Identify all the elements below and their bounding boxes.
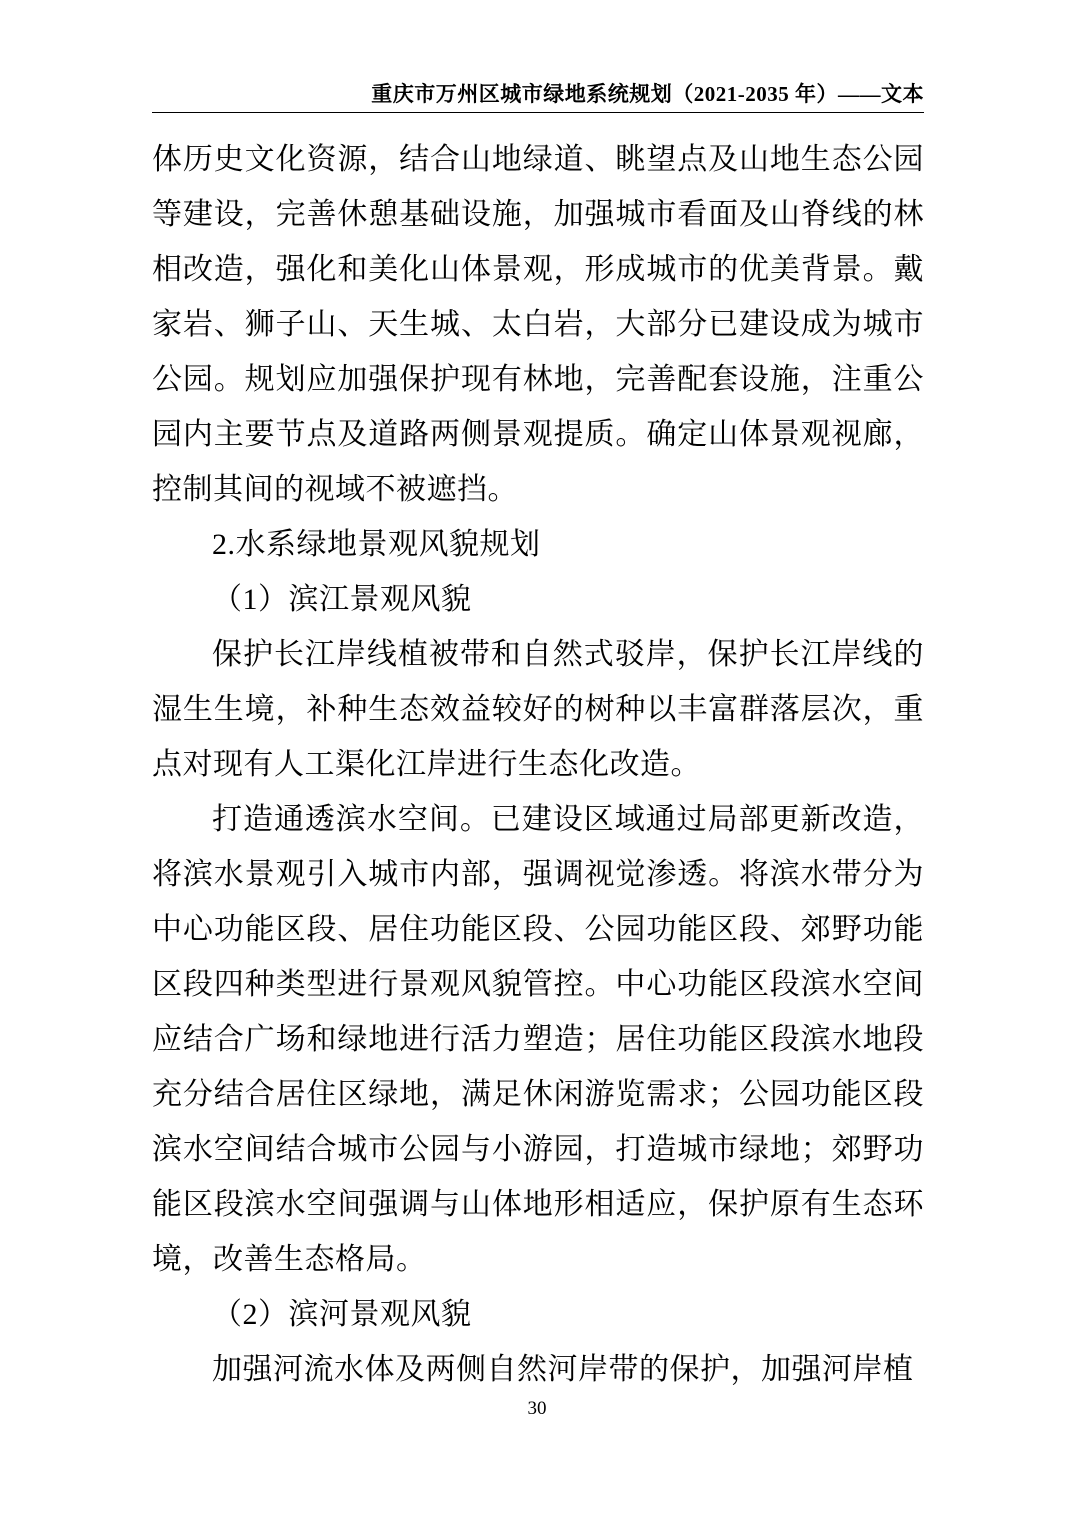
- heading-subsection: （2）滨河景观风貌: [212, 1298, 472, 1331]
- paragraph: 体历史文化资源，结合山地绿道、眺望点及山地生态公园等建设，完善休憩基础设施，加强城市看面及山脊线的林相改造，强化和美化山体景观，形成城市的优美背景。戴家岩、狮子山、天生城、太白岩，大部分已建设成为城市公园。规划应加强保护现有林地，完善配套设施，注重公园内主要节点及道路两侧景观提质。确定山体景观视廊，控制其间的视域不被遮挡。: [152, 143, 924, 506]
- heading-section: 2.水系绿地景观风貌规划: [212, 528, 541, 561]
- page-number: 30: [527, 1398, 547, 1419]
- page-header: 重庆市万州区城市绿地系统规划（2021-2035 年）——文本: [371, 82, 924, 106]
- document-body: [152, 132, 924, 1397]
- paragraph: 保护长江岸线植被带和自然式驳岸，保护长江岸线的湿生生境，补种生态效益较好的树种以丰富群落层次，重点对现有人工渠化江岸进行生态化改造。: [152, 638, 924, 781]
- heading-subsection: （1）滨江景观风貌: [212, 583, 472, 616]
- paragraph: 加强河流水体及两侧自然河岸带的保护，加强河岸植: [212, 1353, 914, 1386]
- paragraph: 打造通透滨水空间。已建设区域通过局部更新改造，将滨水景观引入城市内部，强调视觉渗透。将滨水带分为中心功能区段、居住功能区段、公园功能区段、郊野功能区段四种类型进行景观风貌管控。中心功能区段滨水空间应结合广场和绿地进行活力塑造；居住功能区段滨水地段充分结合居住区绿地，满足休闲游览需求；公园功能区段滨水空间结合城市公园与小游园，打造城市绿地；郊野功能区段滨水空间强调与山体地形相适应，保护原有生态环境，改善生态格局。: [152, 803, 924, 1276]
- header-divider: [152, 112, 924, 113]
